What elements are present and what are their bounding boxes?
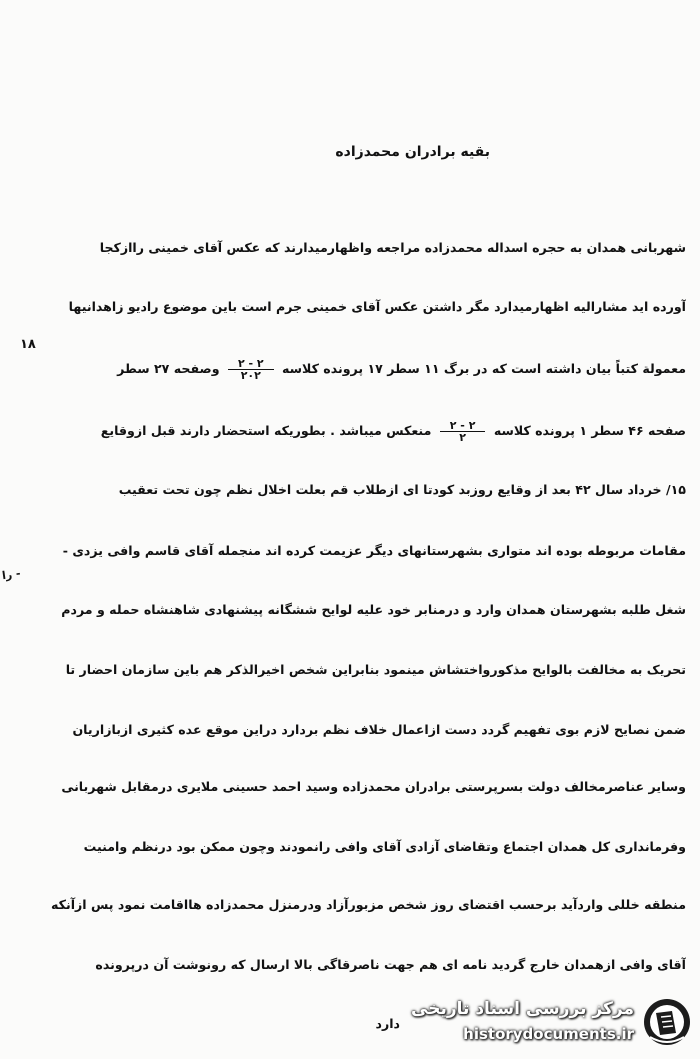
body-line-3 <box>6 358 686 381</box>
body-line-2: آورده اید مشارالیه اظهارمیدارد مگر داشتن عکس آقای خمینی جرم است باین موضوع رادیو زاهدانیها <box>68 299 686 314</box>
margin-note-number: ۱۸ <box>20 337 36 352</box>
body-line-1: شهربانی همدان به حجره اسداله محمدزاده مراجعه واظهارمیدارند که عکس آقای خمینی راازکجا <box>99 240 686 255</box>
fraction-1-numerator: ۲ - ۲ <box>228 358 274 370</box>
body-line-7: شغل طلبه بشهرستان همدان وارد و درمنابر خود علیه لوایح ششگانه پیشنهادی شاهنشاه حمله و مردم <box>61 602 686 617</box>
body-line-9: ضمن نصایح لازم بوی تفهیم گردد دست ازاعمال خلاف نظم بردارد دراین موقع عده کثیری ازبازاریان <box>72 722 686 737</box>
fraction-2-numerator: ۲ - ۲ <box>440 420 486 432</box>
archive-watermark <box>392 995 692 1051</box>
archive-url: historydocuments.ir <box>463 1025 634 1043</box>
body-line-10: وسایر عناصرمخالف دولت بسرپرستی برادران محمدزاده وسید احمد حسینی ملایری درمقابل شهربانی <box>61 779 686 794</box>
body-line-8: تحریک به مخالفت بالوایح مذکورواختشاش مینمود بنابراین شخص اخیرالذکر هم باین سازمان احضار تا <box>65 662 686 677</box>
body-line-4-suffix: منعکس میباشد . بطوریکه استحضار دارند قبل ازوقایع <box>100 423 432 438</box>
body-line-4 <box>6 420 686 443</box>
body-line-13: آقای وافی ازهمدان خارج گردید نامه ای هم جهت ناصرقاگی بالا ارسال که رونوشت آن درپرونده <box>95 957 686 972</box>
body-line-6: مقامات مربوطه بوده اند متواری بشهرستانهای دیگر عزیمت کرده اند منجمله آقای قاسم وافی یزدی - <box>62 543 686 558</box>
archive-name: مرکز بررسی اسناد تاریخی <box>411 999 634 1019</box>
body-line-5: ۱۵/ خرداد سال ۴۲ بعد از وقایع روزبد کودتا ای ازطلاب قم بعلت اخلال نظم چون تحت تعقیب <box>118 482 686 497</box>
reference-fraction-2 <box>440 420 486 443</box>
margin-note-side: را - <box>1 566 22 583</box>
fraction-2-denominator: ۲ <box>459 431 466 443</box>
body-line-14: دارد <box>375 1016 400 1031</box>
body-line-3-suffix: وصفحه ۲۷ سطر <box>117 361 220 376</box>
body-line-3-text: معمولة کتباً بیان داشته است که در برگ ۱۱ سطر ۱۷ پرونده کلاسه <box>281 361 686 376</box>
archive-logo-icon <box>642 997 692 1047</box>
document-title: بقیه برادران محمدزاده <box>335 144 490 160</box>
fraction-1-denominator: ۲۰۲ <box>240 369 261 381</box>
body-line-4-text: صفحه ۴۶ سطر ۱ پرونده کلاسه <box>493 423 686 438</box>
body-line-12: منطقه خللی واردآید برحسب اقتضای روز شخص مزبورآزاد ودرمنزل محمدزاده هااقامت نمود پس ازآنکه <box>51 897 686 912</box>
reference-fraction-1 <box>228 358 274 381</box>
body-line-11: وفرمانداری کل همدان اجتماع وتقاضای آزادی آقای وافی رانمودند وچون ممکن بود درنظم وامنیت <box>83 839 686 854</box>
